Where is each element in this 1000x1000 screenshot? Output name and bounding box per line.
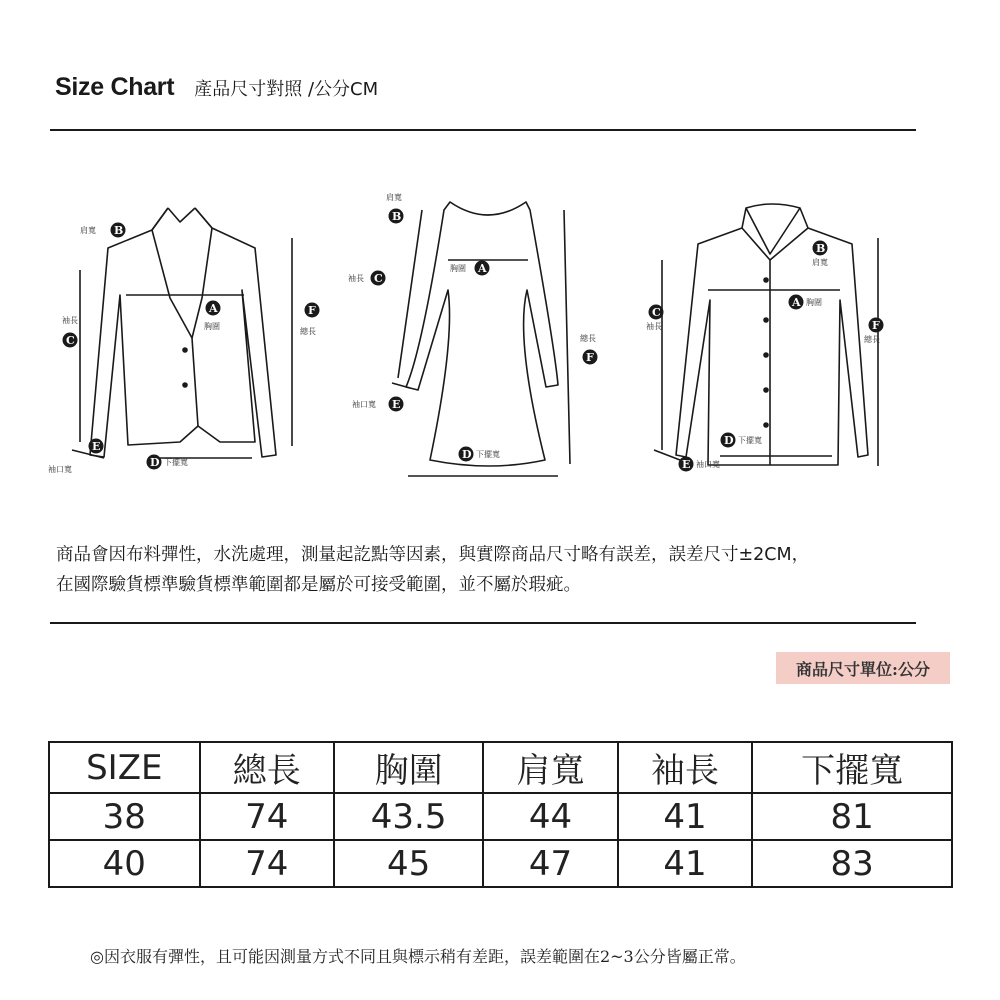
header-sleeve: 袖長 xyxy=(618,742,752,793)
jacket-diagram xyxy=(72,208,292,458)
table-header-row xyxy=(49,742,952,793)
title-chinese: 產品尺寸對照 /公分CM xyxy=(194,79,379,100)
svg-text:F: F xyxy=(308,304,316,317)
title-english: Size Chart xyxy=(55,73,175,101)
svg-text:F: F xyxy=(586,351,594,364)
svg-text:A: A xyxy=(792,296,801,309)
size-chart-title xyxy=(55,73,378,107)
svg-text:B: B xyxy=(114,224,124,237)
jacket-label-shoulder: 肩寬 xyxy=(80,226,96,235)
svg-text:E: E xyxy=(392,398,401,411)
dress-label-chest: 胸圍 xyxy=(450,264,466,273)
header-chest: 胸圍 xyxy=(334,742,483,793)
table-cell: 45 xyxy=(334,840,483,887)
shirt-label-hem: 下擺寬 xyxy=(738,436,762,445)
measurement-notice xyxy=(56,540,809,600)
table-cell: 83 xyxy=(752,840,952,887)
svg-text:C: C xyxy=(66,334,75,347)
jacket-label-cuff: 袖口寬 xyxy=(48,465,72,474)
table-cell: 43.5 xyxy=(334,793,483,840)
dress-label-hem: 下擺寬 xyxy=(476,450,500,459)
dress-label-length: 總長 xyxy=(580,334,596,343)
header-length: 總長 xyxy=(200,742,334,793)
shirt-label-cuff: 袖口寬 xyxy=(696,460,720,469)
garment-diagrams xyxy=(30,180,930,490)
svg-text:D: D xyxy=(724,434,734,447)
jacket-label-hem: 下擺寬 xyxy=(164,458,188,467)
dress-label-sleeve: 袖長 xyxy=(348,274,364,283)
svg-text:B: B xyxy=(392,210,402,223)
table-cell: 41 xyxy=(618,840,752,887)
notice-line-1: 商品會因布料彈性，水洗處理，測量起訖點等因素，與實際商品尺寸略有誤差，誤差尺寸±2CM， xyxy=(56,545,810,565)
dress-diagram xyxy=(392,202,570,476)
header-shoulder: 肩寬 xyxy=(483,742,617,793)
notice-line-2: 在國際驗貨標準驗貨標準範圍都是屬於可接受範圍，並不屬於瑕疵。 xyxy=(56,575,581,595)
footnote: ◎因衣服有彈性，且可能因測量方式不同且與標示稍有差距，誤差範圍在2~3公分皆屬正常。 xyxy=(90,947,746,966)
svg-text:D: D xyxy=(462,448,472,461)
table-cell: 38 xyxy=(49,793,200,840)
shirt-label-length: 總長 xyxy=(864,335,880,344)
jacket-label-sleeve: 袖長 xyxy=(62,316,78,325)
table-cell: 74 xyxy=(200,793,334,840)
divider-top xyxy=(50,129,916,131)
shirt-label-sleeve: 袖長 xyxy=(646,322,662,331)
svg-text:B: B xyxy=(816,242,826,255)
header-size: SIZE xyxy=(49,742,200,793)
svg-text:D: D xyxy=(150,456,160,469)
jacket-label-chest: 胸圍 xyxy=(204,322,220,331)
table-cell: 41 xyxy=(618,793,752,840)
jacket-label-length: 總長 xyxy=(300,327,316,336)
svg-text:E: E xyxy=(682,458,691,471)
table-cell: 47 xyxy=(483,840,617,887)
table-cell: 40 xyxy=(49,840,200,887)
svg-text:C: C xyxy=(652,306,661,319)
svg-text:F: F xyxy=(872,319,880,332)
divider-middle xyxy=(50,622,916,624)
svg-text:E: E xyxy=(92,440,101,453)
table-cell: 74 xyxy=(200,840,334,887)
table-row xyxy=(49,840,952,887)
svg-text:C: C xyxy=(374,272,383,285)
svg-text:A: A xyxy=(209,302,218,315)
unit-badge: 商品尺寸單位:公分 xyxy=(776,652,950,684)
shirt-diagram xyxy=(654,204,878,466)
dress-label-cuff: 袖口寬 xyxy=(352,400,376,409)
table-row xyxy=(49,793,952,840)
dress-label-shoulder: 肩寬 xyxy=(386,193,402,202)
table-cell: 81 xyxy=(752,793,952,840)
size-table xyxy=(48,741,953,888)
table-cell: 44 xyxy=(483,793,617,840)
header-hem: 下擺寬 xyxy=(752,742,952,793)
shirt-label-shoulder: 肩寬 xyxy=(812,258,828,267)
shirt-label-chest: 胸圍 xyxy=(806,298,822,307)
svg-text:A: A xyxy=(478,262,487,275)
